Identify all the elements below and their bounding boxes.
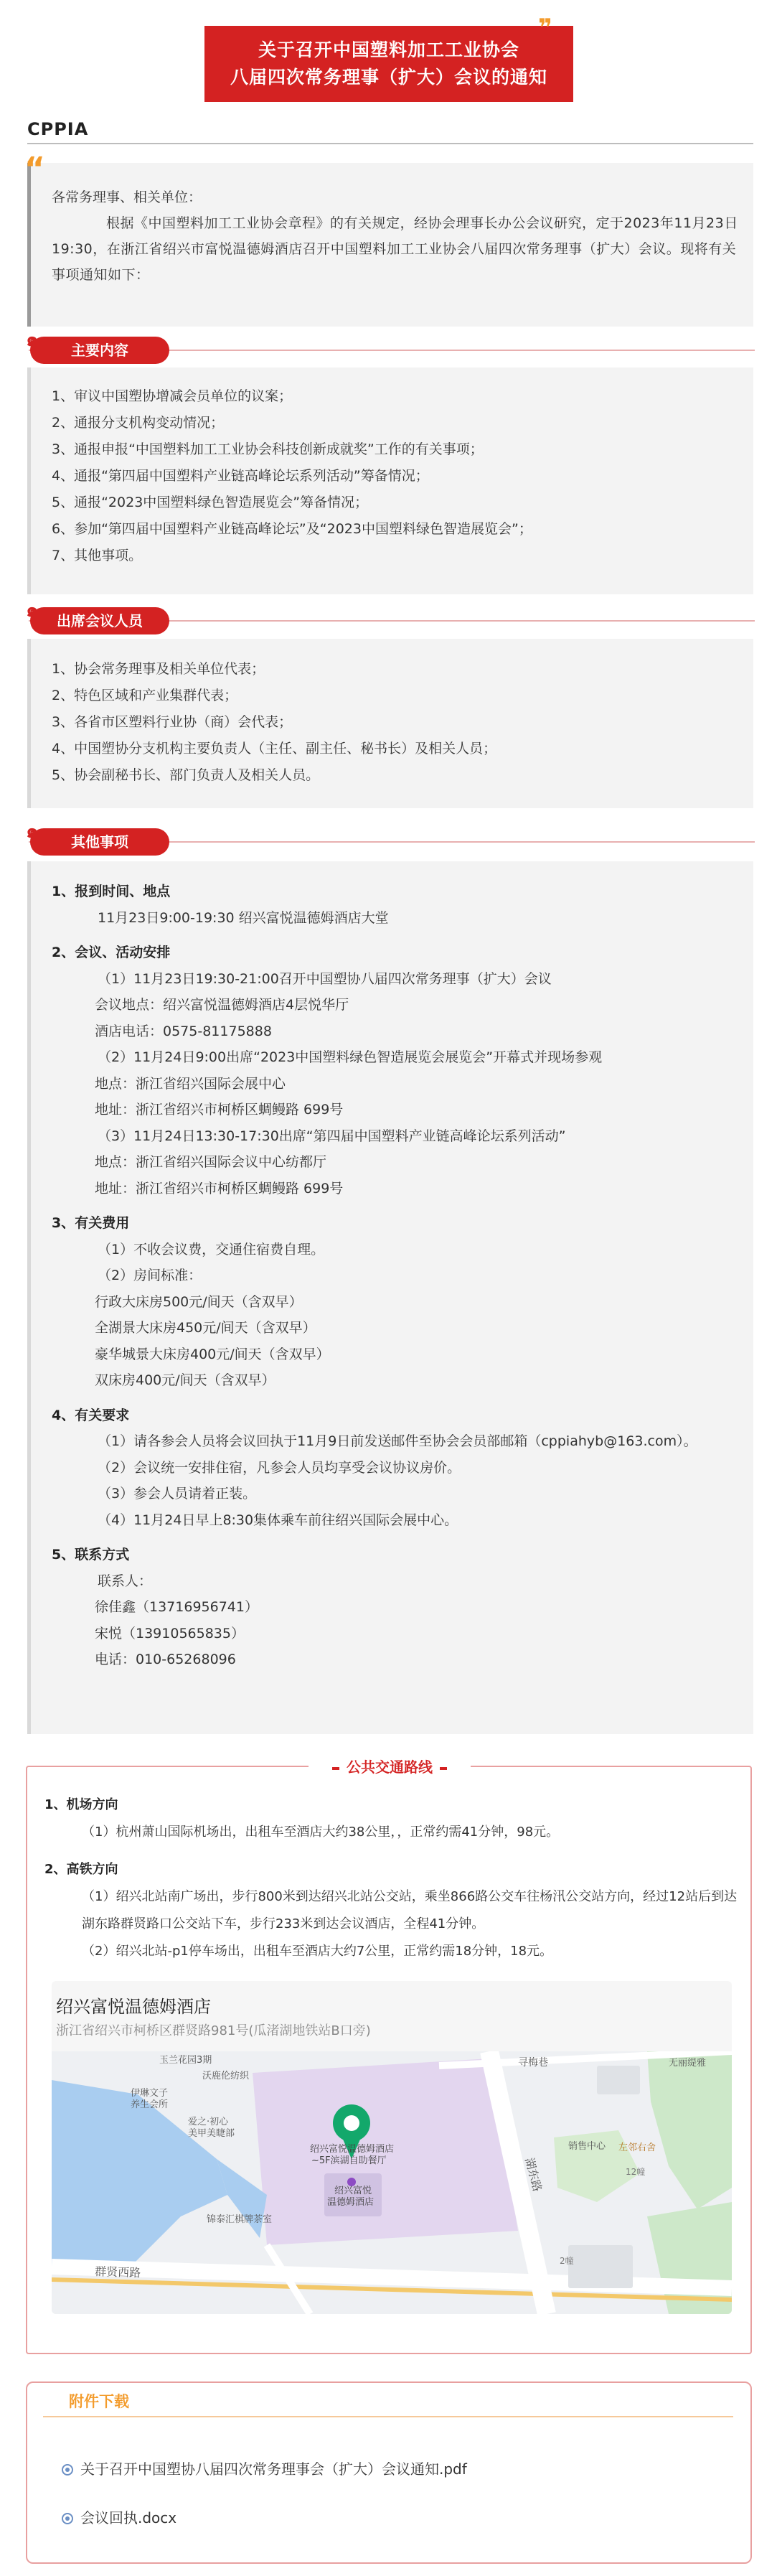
map-label: 绍兴富悦温德姆酒店 bbox=[310, 2144, 395, 2155]
text-line: （2）11月24日9:00出席“2023中国塑料绿色智造展览会展览会”开幕式并现场参观 bbox=[98, 1049, 603, 1065]
divider bbox=[27, 143, 753, 144]
attendees-list bbox=[52, 656, 740, 789]
text-line: 酒店电话：0575-81175888 bbox=[95, 1023, 272, 1039]
route-text bbox=[44, 1792, 738, 1965]
attachment-icon bbox=[62, 2464, 73, 2476]
map-label: 群贤西路 bbox=[94, 2264, 141, 2280]
map-label: 湖东路 bbox=[522, 2156, 545, 2193]
subheading: 5、联系方式 bbox=[52, 1547, 130, 1563]
divider bbox=[43, 2416, 733, 2417]
list-item: 1、审议中国塑协增减会员单位的议案； bbox=[52, 388, 293, 404]
intro-text bbox=[52, 184, 740, 288]
list-item: 5、通报“2023中国塑料绿色智造展览会”筹备情况； bbox=[52, 495, 369, 510]
text-line: 行政大床房500元/间天（含双早） bbox=[95, 1293, 303, 1310]
list-item: 7、其他事项。 bbox=[52, 548, 143, 563]
text-line: （2）会议统一安排住宿，凡参会人员均享受会议协议房价。 bbox=[98, 1459, 461, 1476]
text-line: 地点：浙江省绍兴国际会展中心 bbox=[95, 1075, 286, 1092]
list-item: 2、通报分支机构变动情况； bbox=[52, 415, 225, 431]
list-item: 4、中国塑协分支机构主要负责人（主任、副主任、秘书长）及相关人员； bbox=[52, 741, 497, 757]
section-tag-other: ๑ 其他事项 bbox=[30, 828, 169, 856]
text-line: 电话：010-65268096 bbox=[95, 1652, 236, 1667]
text-line: 徐佳鑫（13716956741） bbox=[95, 1599, 258, 1615]
map-label: 沃鹿伦纺织 bbox=[202, 2071, 250, 2081]
map-label: 2幢 bbox=[560, 2256, 574, 2266]
text-line: 11月23日9:00-19:30 绍兴富悦温德姆酒店大堂 bbox=[98, 909, 389, 926]
map-label: 玉兰花园3期 bbox=[159, 2055, 212, 2066]
section-tag-main-content: ๑ 主要内容 bbox=[30, 337, 169, 364]
text-line: （3）11月24日13:30-17:30出席“第四届中国塑料产业链高峰论坛系列活动” bbox=[98, 1128, 566, 1144]
map-label: 锦泰汇棋牌茶室 bbox=[207, 2214, 273, 2225]
map-label: 温德姆酒店 bbox=[327, 2197, 375, 2208]
subheading: 4、有关要求 bbox=[52, 1407, 130, 1423]
text-line: 宋悦（13910565835） bbox=[95, 1625, 245, 1641]
text-line: （1）不收会议费，交通住宿费自理。 bbox=[98, 1241, 325, 1257]
text-line: （1）11月23日19:30-21:00召开中国塑协八届四次常务理事（扩大）会议 bbox=[98, 970, 552, 987]
text-line: （1）绍兴北站南广场出，步行800米到达绍兴北站公交站，乘坐866路公交车往杨汛公交站方向，经过12站后到达湖东路群贤路口公交站下车，步行233米到达会议酒店，全程41分钟。 bbox=[82, 1889, 738, 1931]
attachment-icon bbox=[62, 2513, 73, 2524]
map-label: 12幢 bbox=[626, 2167, 646, 2177]
attachment-link-docx[interactable]: 会议回执.docx bbox=[62, 2506, 176, 2527]
text-line: 地点：浙江省绍兴国际会议中心纺都厅 bbox=[95, 1154, 327, 1170]
list-item: 3、通报申报“中国塑料加工工业协会科技创新成就奖”工作的有关事项； bbox=[52, 441, 484, 457]
quote-mark-icon: ❞ bbox=[538, 14, 553, 42]
route-title: 公共交通路线 bbox=[309, 1756, 471, 1778]
brand-label: CPPIA bbox=[27, 119, 89, 139]
list-item: 5、协会副秘书长、部门负责人及相关人员。 bbox=[52, 767, 320, 783]
text-line: 双床房400元/间天（含双早） bbox=[95, 1372, 276, 1388]
attachment-link-pdf[interactable]: 关于召开中国塑协八届四次常务理事会（扩大）会议通知.pdf bbox=[62, 2458, 467, 2478]
title-line-2: 八届四次常务理事（扩大）会议的通知 bbox=[230, 67, 547, 88]
section-tag-attendees: ๑ 出席会议人员 bbox=[30, 607, 169, 634]
text-line: 地址：浙江省绍兴市柯桥区蜩鳗路 699号 bbox=[95, 1102, 344, 1118]
list-item: 2、特色区域和产业集群代表； bbox=[52, 688, 238, 703]
list-item: 3、各省市区塑料行业协（商）会代表； bbox=[52, 714, 293, 730]
map-label: 绍兴富悦 bbox=[334, 2186, 372, 2196]
main-content-list bbox=[52, 383, 740, 569]
subheading: 1、报到时间、地点 bbox=[52, 884, 171, 899]
map-label: 销售中心 bbox=[568, 2141, 606, 2152]
map-label: 养生会所 bbox=[131, 2099, 169, 2110]
attachments-title: 附件下载 bbox=[69, 2393, 129, 2410]
map-label: 爱之·初心 bbox=[188, 2117, 229, 2127]
map-label: 寻梅巷 bbox=[518, 2057, 548, 2069]
map-address: 浙江省绍兴市柯桥区群贤路981号(瓜渚湖地铁站B口旁) bbox=[56, 2023, 371, 2038]
subheading: 2、会议、活动安排 bbox=[52, 945, 171, 960]
intro-paragraph: 根据《中国塑料加工工业协会章程》的有关规定，经协会理事长办公会议研究，定于2023年11月23日19:30，在浙江省绍兴市富悦温德姆酒店召开中国塑料加工工业协会八届四次常务理事（扩大）会议。现将有关事项通知如下： bbox=[52, 215, 738, 283]
text-line: （1）杭州萧山国际机场出，出租车至酒店大约38公里，，正常约需41分钟，98元。 bbox=[82, 1825, 560, 1840]
curl-icon: ๑ bbox=[26, 819, 39, 843]
open-quote-icon: “ bbox=[24, 151, 45, 187]
map-label: 美甲美睫部 bbox=[188, 2128, 235, 2139]
list-item: 1、协会常务理事及相关单位代表； bbox=[52, 661, 265, 677]
curl-icon: ๑ bbox=[26, 327, 39, 351]
curl-icon: ๑ bbox=[26, 598, 39, 622]
text-line: 全湖景大床房450元/间天（含双早） bbox=[95, 1320, 316, 1336]
text-line: 豪华城景大床房400元/间天（含双早） bbox=[95, 1346, 330, 1362]
subheading: 2、高铁方向 bbox=[44, 1862, 118, 1877]
title-line-1: 关于召开中国塑料加工工业协会 bbox=[258, 39, 519, 60]
text-line: （2）房间标准： bbox=[98, 1268, 202, 1283]
list-item: 4、通报“第四届中国塑料产业链高峰论坛系列活动”筹备情况； bbox=[52, 468, 429, 484]
text-line: 地址：浙江省绍兴市柯桥区蜩鳗路 699号 bbox=[95, 1180, 344, 1196]
subheading: 1、机场方向 bbox=[44, 1797, 118, 1812]
map-image[interactable] bbox=[52, 2051, 732, 2314]
text-line: 会议地点：绍兴富悦温德姆酒店4层悦华厅 bbox=[95, 997, 349, 1013]
text-line: （2）绍兴北站-p1停车场出，出租车至酒店大约7公里，正常约需18分钟，18元。 bbox=[82, 1944, 553, 1959]
salutation: 各常务理事、相关单位： bbox=[52, 189, 202, 205]
map-label: ~5F滨湖自助餐厅 bbox=[311, 2155, 387, 2166]
text-line: （1）请各参会人员将会议回执于11月9日前发送邮件至协会会员部邮箱（cppiahyb@163.com）。 bbox=[98, 1433, 697, 1449]
subheading: 3、有关费用 bbox=[52, 1215, 130, 1231]
map-place-name[interactable]: 绍兴富悦温德姆酒店 bbox=[56, 1997, 211, 2017]
title-banner bbox=[204, 14, 573, 102]
map-label: 无丽缇雅 bbox=[669, 2058, 707, 2069]
text-line: （3）参会人员请着正装。 bbox=[98, 1486, 257, 1502]
list-item: 6、参加“第四届中国塑料产业链高峰论坛”及“2023中国塑料绿色智造展览会”； bbox=[52, 521, 532, 537]
other-content bbox=[52, 879, 740, 1673]
text-line: （4）11月24日早上8:30集体乘车前往绍兴国际会展中心。 bbox=[98, 1512, 458, 1528]
map-label: 伊琳文子 bbox=[131, 2088, 169, 2099]
map-label: 左邻右舍 bbox=[618, 2142, 656, 2153]
text-line: 联系人： bbox=[98, 1573, 153, 1589]
